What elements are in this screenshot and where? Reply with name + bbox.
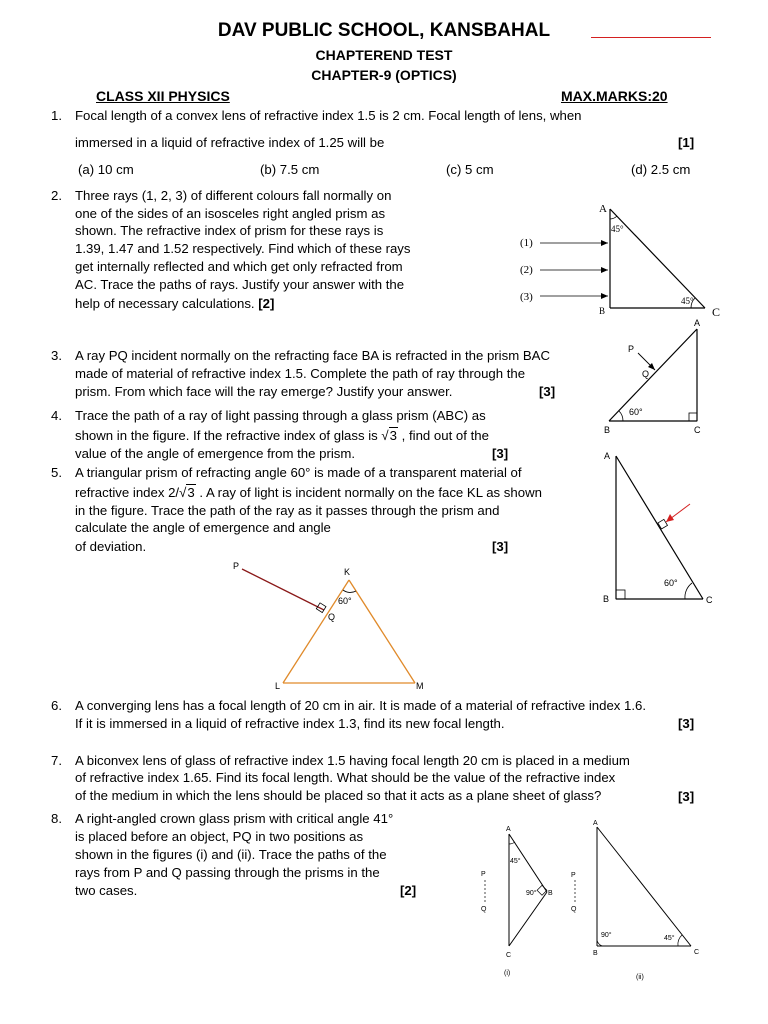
question-marks: [3] — [492, 446, 509, 461]
question-text: refractive index 2/√3 . A ray of light is incident normally on the face KL as shown — [75, 485, 542, 500]
prism-figure-q2 — [505, 197, 735, 322]
question-text: value of the angle of emergence from the prism. — [75, 446, 356, 461]
question-text: Three rays (1, 2, 3) of different colours fall normally on — [75, 188, 392, 203]
max-marks: MAX.MARKS:20 — [561, 88, 668, 104]
point-q: Q — [642, 369, 650, 379]
prism-figure-q5 — [225, 558, 435, 693]
class-label: CLASS XII PHYSICS — [96, 88, 230, 104]
option-b: (b) 7.5 cm — [260, 162, 320, 177]
sqrt-value: 3 — [389, 428, 397, 443]
question-number: 2. — [51, 188, 62, 203]
question-marks: [3] — [539, 384, 556, 399]
point-p: P — [571, 872, 576, 879]
vertex-a: A — [506, 826, 511, 833]
question-text: If it is immersed in a liquid of refractive index 1.3, find its new focal length. — [75, 716, 505, 731]
question-text-part: shown in the figure. If the refractive index of glass is — [75, 428, 382, 443]
angle-b: 60° — [629, 407, 643, 417]
option-d: (d) 2.5 cm — [631, 162, 691, 177]
question-marks: [1] — [678, 135, 695, 150]
vertex-a: A — [593, 820, 598, 827]
question-marks: [3] — [678, 716, 695, 731]
vertex-b: B — [599, 306, 606, 316]
vertex-a: A — [599, 203, 607, 215]
vertex-b: B — [604, 425, 611, 435]
sqrt-value: 3 — [187, 485, 195, 500]
question-number: 7. — [51, 753, 62, 768]
question-text: Trace the path of a ray of light passing through a glass prism (ABC) as — [75, 408, 486, 423]
question-text: AC. Trace the paths of rays. Justify your answer with the — [75, 277, 405, 292]
question-text: is placed before an object, PQ in two positions as — [75, 829, 364, 844]
vertex-c: C — [694, 425, 701, 435]
question-number: 6. — [51, 698, 62, 713]
vertex-m: M — [416, 681, 424, 691]
test-title: CHAPTEREND TEST — [315, 47, 453, 63]
point-q: Q — [328, 612, 336, 622]
question-text: of deviation. — [75, 539, 147, 554]
school-title: DAV PUBLIC SCHOOL, KANSBAHAL — [217, 20, 551, 41]
question-text: two cases. — [75, 883, 138, 898]
question-text: prism. From which face will the ray emerge? Justify your answer. — [75, 384, 453, 399]
angle-c: 45° — [681, 296, 694, 306]
point-q: Q — [481, 906, 487, 913]
ray-1-label: (1) — [520, 237, 533, 249]
question-text: get internally reflected and which get only refracted from — [75, 259, 403, 274]
option-a: (a) 10 cm — [78, 162, 134, 177]
question-number: 8. — [51, 811, 62, 826]
question-number: 4. — [51, 408, 62, 423]
header-red-line — [591, 37, 711, 38]
ray-2-label: (2) — [520, 264, 533, 276]
question-text: A biconvex lens of glass of refractive index 1.5 having focal length 20 cm is placed in a medium — [75, 753, 630, 768]
question-text-part: . A ray of light is incident normally on the face KL as shown — [195, 485, 542, 500]
question-text: A converging lens has a focal length of 20 cm in air. It is made of a material of refractive index 1.6. — [75, 698, 647, 713]
question-text: Focal length of a convex lens of refractive index 1.5 is 2 cm. Focal length of lens, when — [75, 108, 582, 123]
vertex-b: B — [593, 950, 598, 957]
question-text: in the figure. Trace the path of the ray as it passes through the prism and — [75, 503, 500, 518]
question-marks: [3] — [492, 539, 509, 554]
question-text: of refractive index 1.65. Find its focal length. What should be the value of the refractive index — [75, 770, 616, 785]
point-p: P — [233, 561, 240, 571]
angle-c: 45° — [664, 935, 675, 942]
prism-figure-q3 — [595, 315, 715, 437]
question-text: one of the sides of an isosceles right angled prism as — [75, 206, 386, 221]
vertex-a: A — [604, 451, 611, 461]
angle-a: 45° — [611, 224, 624, 234]
question-text-part: , find out of the — [398, 428, 489, 443]
question-text: of the medium in which the lens should be placed so that it acts as a plane sheet of glass? — [75, 788, 602, 803]
angle-b: 90° — [526, 890, 537, 897]
question-text: shown. The refractive index of prism for these rays is — [75, 223, 384, 238]
prism-figure-q4 — [595, 448, 720, 608]
vertex-l: L — [275, 681, 281, 691]
question-text — [75, 295, 274, 312]
angle-b: 90° — [601, 932, 612, 939]
question-number: 5. — [51, 465, 62, 480]
question-text: rays from P and Q passing through the prisms in the — [75, 865, 380, 880]
question-number: 1. — [51, 108, 62, 123]
question-marks: [3] — [678, 789, 695, 804]
prism-figure-q8-i — [470, 820, 570, 985]
vertex-c: C — [712, 305, 721, 319]
ray-3-label: (3) — [520, 291, 533, 303]
vertex-b: B — [548, 890, 553, 897]
vertex-c: C — [706, 595, 713, 605]
question-text: shown in the figures (i) and (ii). Trace the paths of the — [75, 847, 387, 862]
question-text-end: help of necessary calculations. — [75, 296, 255, 311]
vertex-k: K — [344, 567, 351, 577]
prism-figure-q8-ii — [565, 815, 715, 985]
figure-caption: (ii) — [636, 974, 644, 981]
point-q: Q — [571, 906, 577, 913]
vertex-a: A — [694, 318, 701, 328]
question-text: A ray PQ incident normally on the refracting face BA is refracted in the prism BAC — [75, 348, 550, 363]
option-c: (c) 5 cm — [446, 162, 494, 177]
question-text: A triangular prism of refracting angle 60° is made of a transparent material of — [75, 465, 522, 480]
chapter-title: CHAPTER-9 (OPTICS) — [311, 67, 457, 83]
vertex-b: B — [603, 594, 610, 604]
point-p: P — [481, 871, 486, 878]
question-text-part: refractive index 2/ — [75, 485, 180, 500]
angle-c: 60° — [664, 578, 678, 588]
question-marks: [2] — [258, 296, 275, 311]
question-text: A right-angled crown glass prism with critical angle 41° — [75, 811, 394, 826]
point-p: P — [628, 344, 635, 354]
question-text: 1.39, 1.47 and 1.52 respectively. Find which of these rays — [75, 241, 411, 256]
question-text: calculate the angle of emergence and angle — [75, 520, 331, 535]
angle-a: 45° — [510, 858, 521, 865]
vertex-c: C — [506, 952, 512, 959]
angle-k: 60° — [338, 596, 352, 606]
figure-caption: (i) — [504, 970, 511, 977]
question-number: 3. — [51, 348, 62, 363]
question-marks: [2] — [400, 883, 417, 898]
question-text: made of material of refractive index 1.5. Complete the path of ray through the — [75, 366, 526, 381]
question-text: immersed in a liquid of refractive index of 1.25 will be — [75, 135, 385, 150]
vertex-c: C — [694, 949, 700, 956]
question-text: shown in the figure. If the refractive index of glass is √3 , find out of the — [75, 428, 489, 443]
